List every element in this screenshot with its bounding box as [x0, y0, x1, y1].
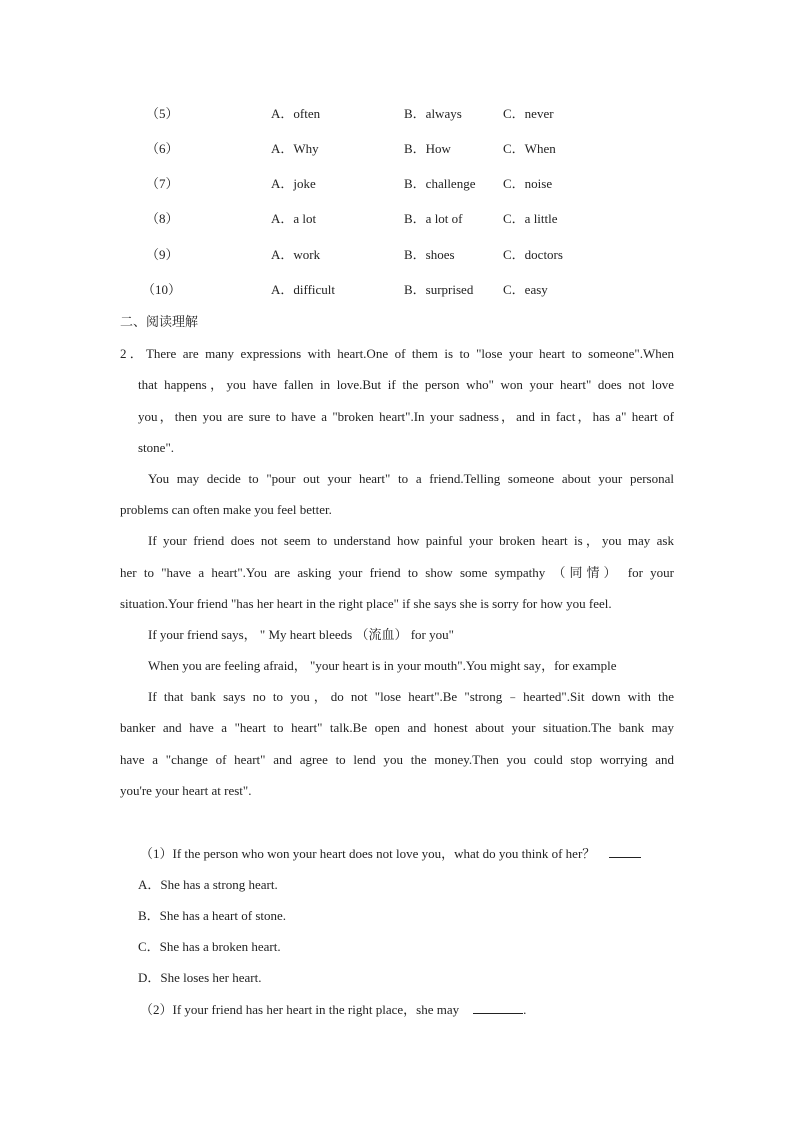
- option-b: B．surprised: [404, 282, 474, 297]
- passage-line: you're your heart at rest".: [120, 783, 252, 798]
- option-a: A．difficult: [271, 282, 336, 297]
- option-b: B．challenge: [404, 176, 476, 191]
- answer-option: B．She has a heart of stone.: [138, 908, 287, 923]
- question-number: （8）: [146, 211, 179, 226]
- passage-line: situation.Your friend "has her heart in the right place" if she says she is sorry for how you feel.: [120, 596, 612, 611]
- option-b: B．How: [404, 141, 451, 156]
- question-stem: [140, 999, 526, 1019]
- question-stem: [140, 843, 641, 863]
- passage-line: banker and have a "heart to heart" talk.Be open and honest about your situation.The bank may: [120, 720, 674, 735]
- answer-option: A．She has a strong heart.: [138, 877, 278, 892]
- question-number: （9）: [146, 247, 179, 262]
- passage-line: If your friend does not seem to understand how painful your broken heart is，you may ask: [148, 533, 674, 548]
- passage-line: you，then you are sure to have a "broken heart".In your sadness，and in fact，has a" heart of: [138, 409, 674, 424]
- section-title: 二、阅读理解: [120, 315, 199, 330]
- option-b: B．shoes: [404, 247, 455, 262]
- option-a: A．joke: [271, 176, 316, 191]
- passage-line: If your friend says， " My heart bleeds （流血） for you": [148, 627, 454, 642]
- passage-line: problems can often make you feel better.: [120, 502, 332, 517]
- passage-line: You may decide to "pour out your heart" to a friend.Telling someone about your personal: [148, 471, 674, 486]
- question-stem-text: （1）If the person who won your heart does not love you，what do you think of her？: [140, 846, 596, 861]
- option-a: A．work: [271, 247, 321, 262]
- option-a: A．often: [271, 106, 321, 121]
- question-number: （7）: [146, 176, 179, 191]
- option-c: C．doctors: [503, 247, 563, 262]
- option-c: C．noise: [503, 176, 553, 191]
- passage-line: stone".: [138, 440, 174, 455]
- question-number: （5）: [146, 106, 179, 121]
- option-c: C．When: [503, 141, 556, 156]
- answer-blank[interactable]: [473, 999, 523, 1014]
- answer-option: C．She has a broken heart.: [138, 939, 281, 954]
- question-number: （10）: [142, 282, 182, 297]
- passage-line: that happens，you have fallen in love.But if the person who" won your heart" does not love: [138, 377, 674, 392]
- option-a: A．a lot: [271, 211, 317, 226]
- option-c: C．never: [503, 106, 554, 121]
- answer-option: D．She loses her heart.: [138, 970, 262, 985]
- answer-blank[interactable]: [609, 843, 641, 858]
- passage-line: If that bank says no to you，do not "lose heart".Be "strong﹣hearted".Sit down with the: [148, 689, 674, 704]
- question-number: （6）: [146, 141, 179, 156]
- question-stem-text: （2）If your friend has her heart in the right place，she may: [140, 1002, 460, 1017]
- option-b: B．always: [404, 106, 462, 121]
- option-a: A．Why: [271, 141, 319, 156]
- question-stem-tail: .: [523, 1002, 527, 1017]
- option-c: C．easy: [503, 282, 548, 297]
- option-c: C．a little: [503, 211, 558, 226]
- option-b: B．a lot of: [404, 211, 463, 226]
- passage-line: 2．There are many expressions with heart.One of them is to "lose your heart to someone".When: [120, 346, 674, 361]
- passage-line: When you are feeling afraid， "your heart is in your mouth".You might say，for example: [148, 658, 617, 673]
- passage-line: have a "change of heart" and agree to lend you the money.Then you could stop worrying and: [120, 752, 674, 767]
- passage-line: her to "have a heart".You are asking your friend to show some sympathy （同情） for your: [120, 565, 674, 580]
